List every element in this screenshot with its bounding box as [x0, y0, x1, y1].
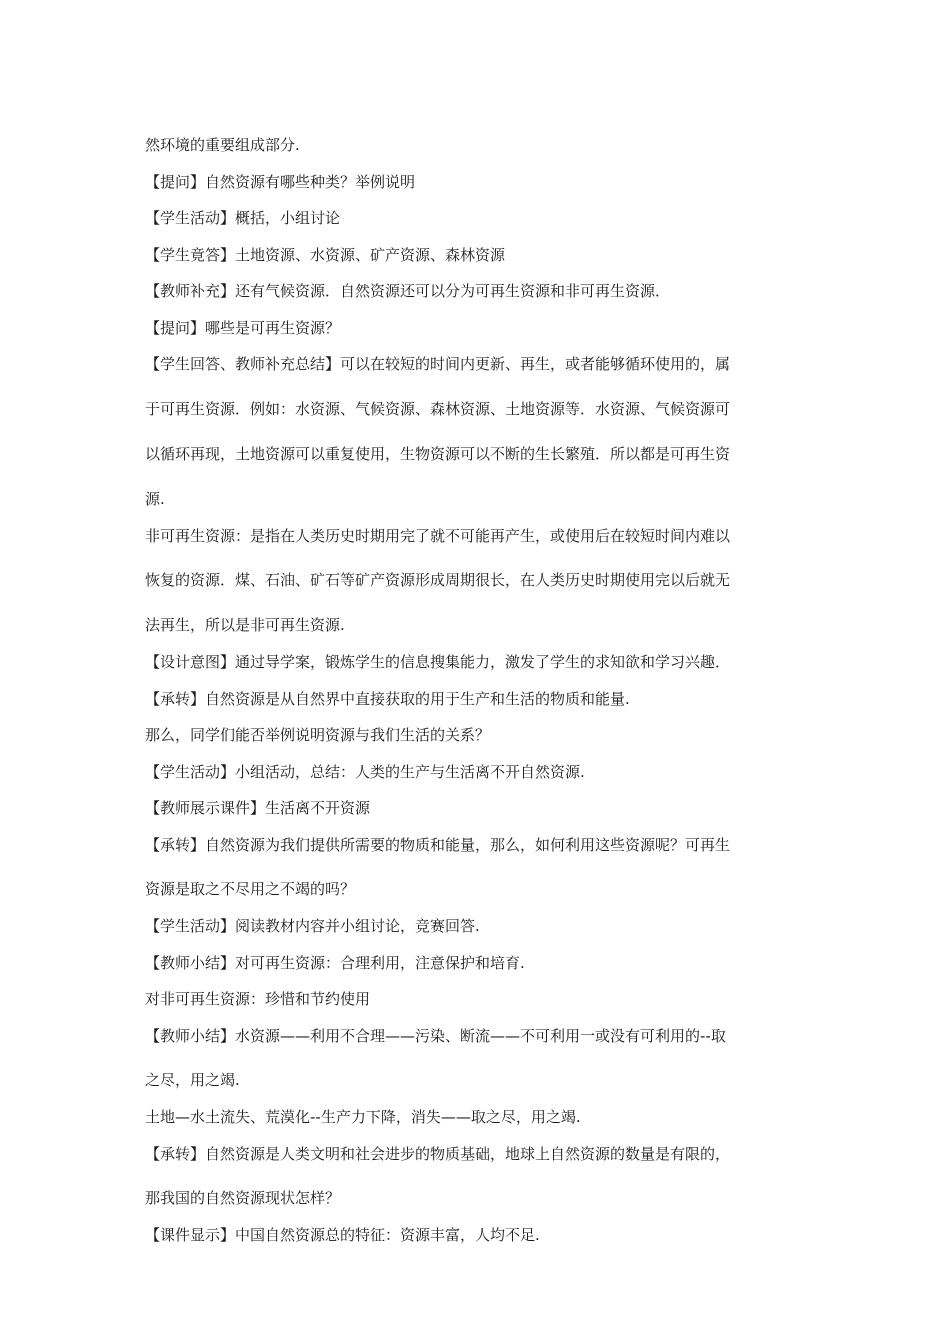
text-line: 【教师展示课件】生活离不开资源	[145, 799, 371, 817]
text-line: 那么，同学们能否举例说明资源与我们生活的关系？	[145, 726, 491, 744]
text-line: 之尽，用之竭.	[145, 1071, 240, 1089]
text-line: 于可再生资源．例如：水资源、气候资源、森林资源、土地资源等．水资源、气候资源可	[145, 399, 731, 418]
text-line: 资源是取之不尽用之不竭的吗？	[145, 880, 356, 898]
text-line: 源.	[145, 489, 165, 508]
text-line: 【学生竟答】土地资源、水资源、矿产资源、森林资源	[145, 245, 506, 264]
text-line: 【承转】自然资源是从自然界中直接获取的用于生产和生活的物质和能量.	[145, 689, 630, 708]
text-line: 【学生活动】概括，小组讨论	[145, 209, 341, 227]
text-line: 非可再生资源：是指在人类历史时期用完了就不可能再产生，或使用后在较短时间内难以	[145, 526, 731, 545]
text-line: 【提问】哪些是可再生资源？	[145, 318, 341, 337]
text-line: 【承转】自然资源为我们提供所需要的物质和能量，那么，如何利用这些资源呢？可再生	[145, 835, 731, 854]
text-line: 【学生活动】阅读教材内容并小组讨论，竞赛回答.	[145, 917, 480, 935]
text-line: 然环境的重要组成部分.	[145, 136, 300, 154]
text-line: 对非可再生资源：珍惜和节约使用	[145, 990, 371, 1008]
text-line: 法再生，所以是非可再生资源.	[145, 616, 345, 634]
text-line: 那我国的自然资源现状怎样？	[145, 1189, 341, 1207]
text-line: 【教师小结】对可再生资源：合理利用，注意保护和培育.	[145, 953, 525, 972]
text-line: 土地—水土流失、荒漠化--生产力下降，消失——取之尽，用之竭.	[145, 1108, 581, 1126]
text-line: 【课件显示】中国自然资源总的特征：资源丰富，人均不足.	[145, 1226, 540, 1244]
text-line: 【承转】自然资源是人类文明和社会进步的物质基础，地球上自然资源的数量是有限的，	[145, 1144, 731, 1163]
text-line: 【提问】自然资源有哪些种类？举例说明	[145, 172, 416, 191]
document-body	[145, 127, 813, 1254]
text-line: 【设计意图】通过导学案，锻炼学生的信息搜集能力，激发了学生的求知欲和学习兴趣．	[145, 653, 731, 671]
text-line: 【学生回答、教师补充总结】可以在较短的时间内更新、再生，或者能够循环使用的，属	[145, 355, 731, 373]
text-line: 【教师小结】水资源——利用不合理——污染、断流——不可利用一或没有可利用的--取	[145, 1026, 726, 1045]
text-line: 以循环再现，土地资源可以重复使用，生物资源可以不断的生长繁殖．所以都是可再生资	[145, 444, 731, 463]
text-line: 恢复的资源．煤、石油、矿石等矿产资源形成周期很长，在人类历史时期使用完以后就无	[145, 571, 731, 589]
text-line: 【学生活动】小组活动，总结：人类的生产与生活离不开自然资源.	[145, 762, 585, 781]
text-line: 【教师补充】还有气候资源．自然资源还可以分为可再生资源和非可再生资源．	[145, 282, 671, 300]
